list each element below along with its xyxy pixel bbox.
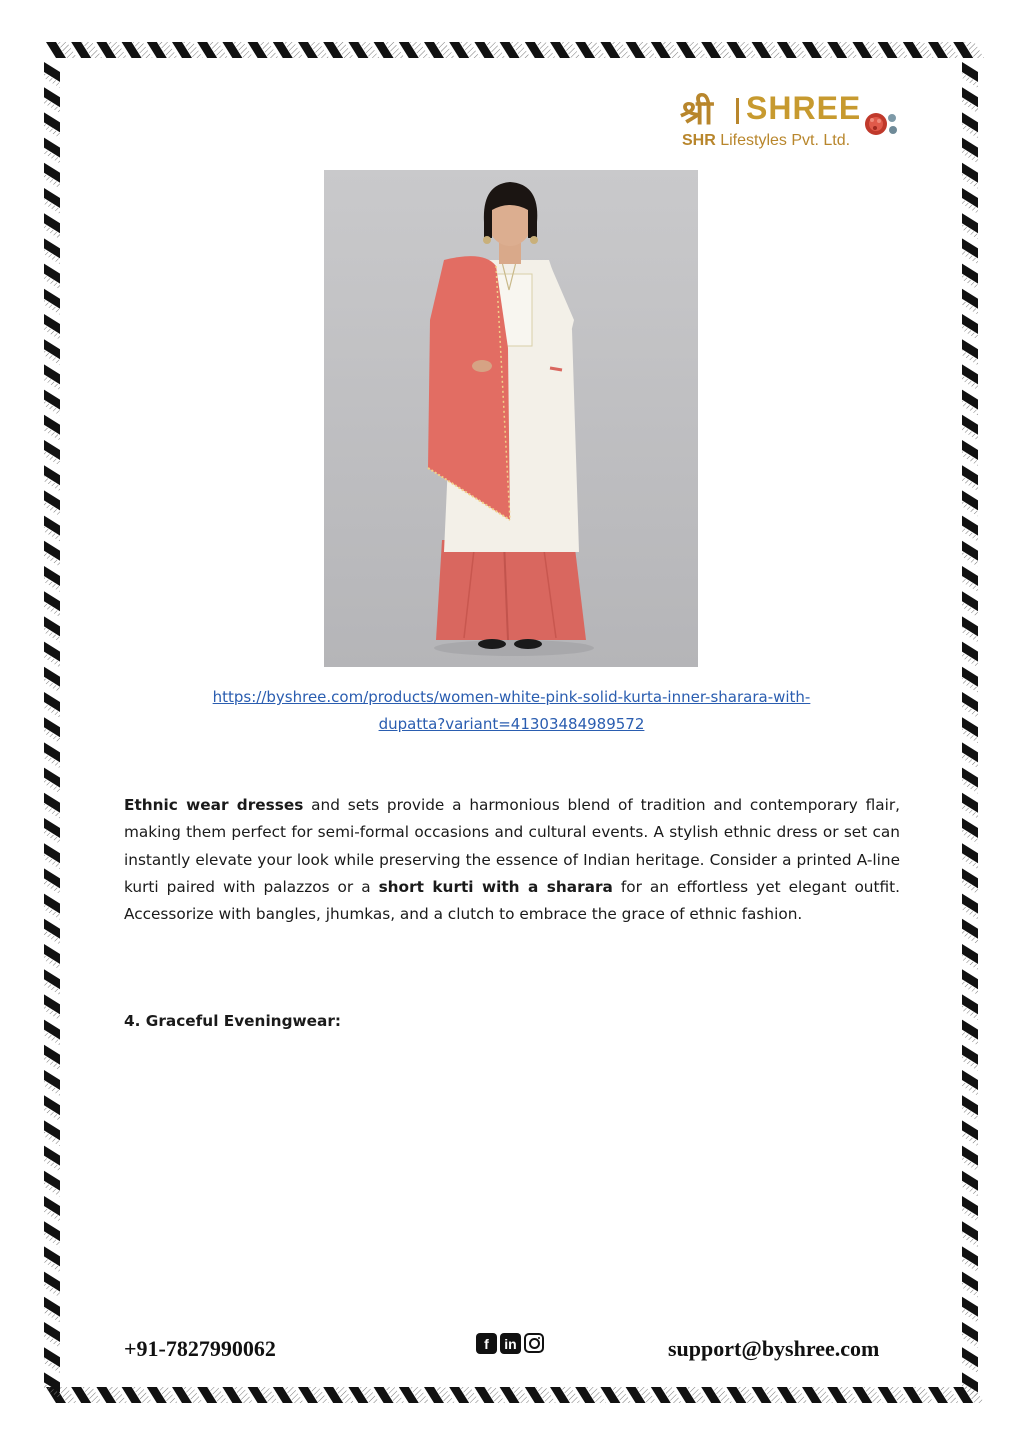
product-link-line1[interactable]: https://byshree.com/products/women-white-pink-solid-kurta-inner-sharara-with- bbox=[212, 688, 811, 706]
social-icons bbox=[476, 1333, 544, 1354]
instagram-icon[interactable] bbox=[524, 1333, 544, 1353]
linkedin-icon[interactable]: in bbox=[500, 1333, 521, 1354]
flower-emblem-icon bbox=[862, 108, 904, 142]
product-link[interactable] bbox=[124, 684, 899, 738]
bold-phrase-short-kurti: short kurti with a sharara bbox=[378, 877, 613, 896]
logo-divider bbox=[736, 98, 739, 124]
facebook-icon[interactable]: f bbox=[476, 1333, 497, 1354]
logo-devanagari: श्री bbox=[680, 93, 713, 133]
bold-phrase-ethnic-wear: Ethnic wear dresses bbox=[124, 796, 304, 814]
phone-number[interactable]: +91-7827990062 bbox=[124, 1336, 276, 1361]
product-link-line2[interactable]: dupatta?variant=41303484989572 bbox=[378, 715, 645, 733]
product-photo bbox=[324, 170, 698, 667]
company-logo bbox=[676, 88, 916, 158]
body-paragraph: Ethnic wear dresses and sets provide a harmonious blend of tradition and contemporary flair, making them perfect for semi-formal occasions and cultural events. A stylish ethnic dress or set can instantly elevate your look while preserving the essence of Indian heritage. Consider a printed A-line kurti paired with palazzos or a short kurti with a sharara for an effortless yet elegant outfit. Accessorize with bangles, jhumkas, and a clutch to embrace the grace of ethnic fashion. bbox=[124, 796, 901, 924]
logo-brand: SHREE bbox=[746, 90, 862, 126]
logo-company-name: SHR Lifestyles Pvt. Ltd. bbox=[682, 132, 851, 149]
section-heading: 4. Graceful Eveningwear: bbox=[124, 1012, 342, 1030]
support-email[interactable]: support@byshree.com bbox=[668, 1336, 880, 1361]
